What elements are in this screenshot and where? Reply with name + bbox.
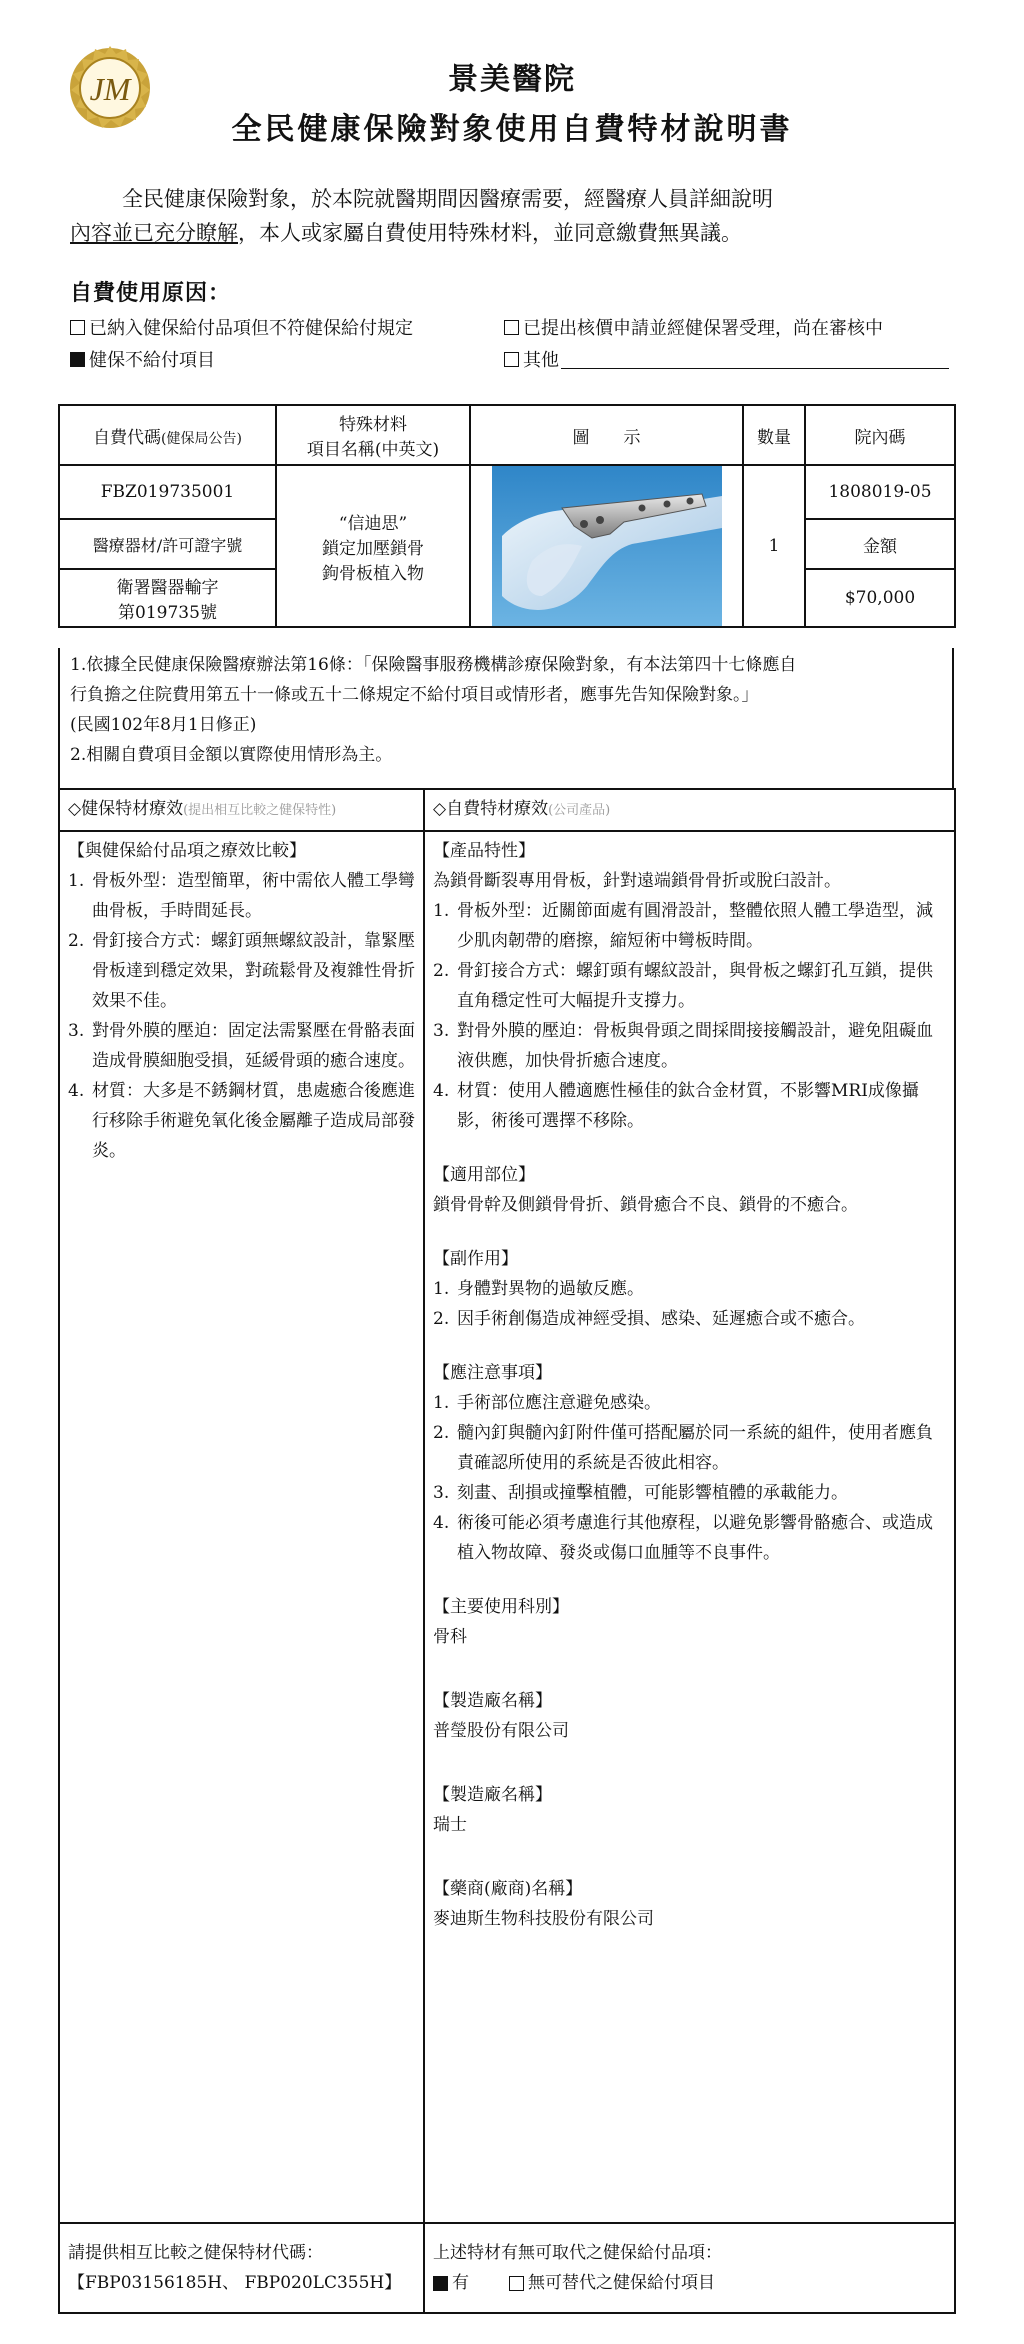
left-column: 【與健保給付品項之療效比較】 1. 骨板外型：造型簡單，術中需依人體工學彎曲骨板，手時間延長。 2. 骨釘接合方式：螺釘頭無螺紋設計，靠緊壓骨板達到穩定效果，對疏鬆骨及複雜性骨折效果不佳。 3. 對骨外膜的壓迫：固定法需緊壓在骨骼表面造成骨膜細胞受損，延緩骨頭的癒合速度。 4. 材質：大多是不銹鋼材質，患處癒合後應進行移除手術避免氧化後金屬離子造成局部發炎。: [59, 831, 424, 2223]
reason-option-4[interactable]: 其他: [504, 346, 949, 372]
checkbox[interactable]: [70, 320, 85, 335]
intro-line2: ，本人或家屬自費使用特殊材料，並同意繳費無異議。: [238, 221, 742, 245]
list-item: 4. 材質：大多是不銹鋼材質，患處癒合後應進行移除手術避免氧化後金屬離子造成局部發炎。: [68, 1081, 415, 1161]
note-2: 2.相關自費項目金額以實際使用情形為主。: [70, 745, 393, 765]
intro-paragraph: [70, 182, 970, 250]
site-title: 【適用部位】: [433, 1165, 535, 1185]
agent-text: 麥迪斯生物科技股份有限公司: [433, 1909, 654, 1929]
list-item: 1. 骨板外型：造型簡單，術中需依人體工學彎曲骨板，手時間延長。: [68, 871, 415, 921]
list-item: 1. 身體對異物的過敏反應。: [433, 1279, 644, 1299]
checkbox-yes[interactable]: [433, 2276, 448, 2291]
qty-value: 1: [743, 465, 805, 627]
list-item: 2. 髓內釘與髓內釘附件僅可搭配屬於同一系統的組件，使用者應負責確認所使用的系統是否彼此相容。: [433, 1423, 933, 1473]
reason-option-1[interactable]: 已納入健保給付品項但不符健保給付規定: [70, 314, 413, 340]
amount-value: $70,000: [805, 569, 955, 627]
item-table: [58, 404, 956, 628]
left-list: [68, 866, 415, 1166]
license-label: 醫療器材/許可證字號: [59, 519, 276, 569]
list-item: 1. 手術部位應注意避免感染。: [433, 1393, 661, 1413]
feature-list: [433, 896, 946, 1136]
country-title: 【製造廠名稱】: [433, 1785, 552, 1805]
checkbox-checked[interactable]: [70, 352, 85, 367]
reason-heading: 自費使用原因：: [70, 280, 232, 306]
left-column-header: ◇健保特材療效(提出相互比較之健保特性): [59, 789, 424, 831]
hosp-code-value: 1808019-05: [805, 465, 955, 519]
other-blank-line[interactable]: [561, 350, 949, 369]
list-item: 3. 對骨外膜的壓迫：固定法需緊壓在骨骼表面造成骨膜細胞受損，延緩骨頭的癒合速度。: [68, 1021, 415, 1071]
agent-title: 【藥商(廠商)名稱】: [433, 1879, 583, 1899]
product-image: [470, 465, 743, 627]
header-name: 特殊材料 項目名稱(中英文): [276, 405, 470, 465]
intro-line1: 全民健康保險對象，於本院就醫期間因醫療需要，經醫療人員詳細說明: [122, 187, 773, 211]
checkbox[interactable]: [504, 320, 519, 335]
maker-title: 【製造廠名稱】: [433, 1691, 552, 1711]
caution-title: 【應注意事項】: [433, 1363, 552, 1383]
option-yes-label: 有: [452, 2273, 469, 2293]
code-value: FBZ019735001: [59, 465, 276, 519]
dept-text: 骨科: [433, 1627, 467, 1647]
page-title: 全民健康保險對象使用自費特材說明書: [231, 112, 793, 147]
list-item: 3. 刻畫、刮損或撞擊植體，可能影響植體的承載能力。: [433, 1483, 848, 1503]
header-code: 自費代碼(健保局公告): [59, 405, 276, 465]
header-qty: 數量: [743, 405, 805, 465]
site-text: 鎖骨骨幹及側鎖骨骨折、鎖骨癒合不良、鎖骨的不癒合。: [433, 1195, 858, 1215]
list-item: 1. 骨板外型：近關節面處有圓滑設計，整體依照人體工學造型，減少肌肉韌帶的磨擦，縮短術中彎板時間。: [433, 901, 933, 951]
comparison-table: [58, 788, 956, 2314]
list-item: 4. 術後可能必須考慮進行其他療程，以避免影響骨骼癒合、或造成植入物故障、發炎或傷口血腫等不良事件。: [433, 1513, 933, 1563]
amount-label: 金額: [805, 519, 955, 569]
option-no-label: 無可替代之健保給付項目: [528, 2273, 715, 2293]
country-text: 瑞士: [433, 1815, 467, 1835]
list-item: 2. 骨釘接合方式：螺釘頭有螺紋設計，與骨板之螺釘孔互鎖，提供直角穩定性可大幅提升支撐力。: [433, 961, 933, 1011]
notes-block: 1.依據全民健康保險醫療辦法第16條：「保險醫事服務機構診療保險對象，有本法第四十七條應自 行負擔之住院費用第五十一條或五十二條規定不給付項目或情形者，應事先告知保險對象。」 (民國102年8月1日修正) 2.相關自費項目金額以實際使用情形為主。: [58, 648, 954, 788]
dept-title: 【主要使用科別】: [433, 1597, 569, 1617]
footer-left: 請提供相互比較之健保特材代碼： 【FBP03156185H、 FBP020LC355H】: [59, 2223, 424, 2313]
reason-option-2[interactable]: 已提出核價申請並經健保署受理，尚在審核中: [504, 314, 883, 340]
maker-text: 普瑩股份有限公司: [433, 1721, 569, 1741]
intro-underlined: 內容並已充分瞭解: [70, 221, 238, 245]
header-image: 圖 示: [470, 405, 743, 465]
license-value: 衛署醫器輸字 第019735號: [59, 569, 276, 627]
side-effect-list: [433, 1274, 946, 1334]
caution-list: [433, 1388, 946, 1568]
svg-text:JM: JM: [89, 71, 131, 107]
footer-right: 上述特材有無可取代之健保給付品項： 有 無可替代之健保給付項目: [424, 2223, 955, 2313]
list-item: 3. 對骨外膜的壓迫：骨板與骨頭之間採間接接觸設計，避免阻礙血液供應，加快骨折癒合速度。: [433, 1021, 933, 1071]
header-hosp-code: 院內碼: [805, 405, 955, 465]
item-name: “信迪思” 鎖定加壓鎖骨 鉤骨板植入物: [276, 465, 470, 627]
list-item: 2. 因手術創傷造成神經受損、感染、延遲癒合或不癒合。: [433, 1309, 865, 1329]
side-effect-title: 【副作用】: [433, 1249, 518, 1269]
checkbox-no[interactable]: [509, 2276, 524, 2291]
hospital-name: 景美醫院: [448, 62, 576, 97]
right-column-header: ◇自費特材療效(公司產品): [424, 789, 955, 831]
right-column: 【產品特性】 為鎖骨斷裂專用骨板，針對遠端鎖骨骨折或脫臼設計。 1. 骨板外型：近關節面處有圓滑設計，整體依照人體工學造型，減少肌肉韌帶的磨擦，縮短術中彎板時間。 2. 骨釘接合方式：螺釘頭有螺紋設計，與骨板之螺釘孔互鎖，提供直角穩定性可大幅提升支撐力。 3. 對骨外膜的壓迫：骨板與骨頭之間採間接接觸設計，避免阻礙血液供應，加快骨折癒合速度。 4. 材質：使用人體適應性極佳的鈦合金材質，不影響MRI成像攝影，術後可選擇不移除。 【適用部位】 鎖骨骨幹及側鎖骨骨折、鎖骨癒合不良、鎖骨的不癒合。 【副作用】 1. 身體對異物的過敏反應。 2. 因手術創傷造成神經受損、感染、延遲癒合或不癒合。 【應注意事項】 1. 手術部位應注意避免感染。 2. 髓內釘與髓內釘附件僅可搭配屬於同一系統的組件，使用者應負責確認所使用的系統是否彼此相容。 3. 刻畫、刮損或撞擊植體，可能影響植體的承載能力。 4. 術後可能必須考慮進行其他療程，以避免影響骨骼癒合、或造成植入物故障、發炎或傷口血腫等不良事件。 【主要使用科別】 骨科 【製造廠名稱】 普瑩股份有限公司 【製造廠名稱】 瑞士 【藥商(廠商)名稱】 麥迪斯生物科技股份有限公司: [424, 831, 955, 2223]
reason-option-3[interactable]: 健保不給付項目: [70, 346, 215, 372]
list-item: 2. 骨釘接合方式：螺釘頭無螺紋設計，靠緊壓骨板達到穩定效果，對疏鬆骨及複雜性骨折效果不佳。: [68, 931, 415, 1011]
list-item: 4. 材質：使用人體適應性極佳的鈦合金材質，不影響MRI成像攝影，術後可選擇不移除。: [433, 1081, 919, 1131]
checkbox[interactable]: [504, 352, 519, 367]
